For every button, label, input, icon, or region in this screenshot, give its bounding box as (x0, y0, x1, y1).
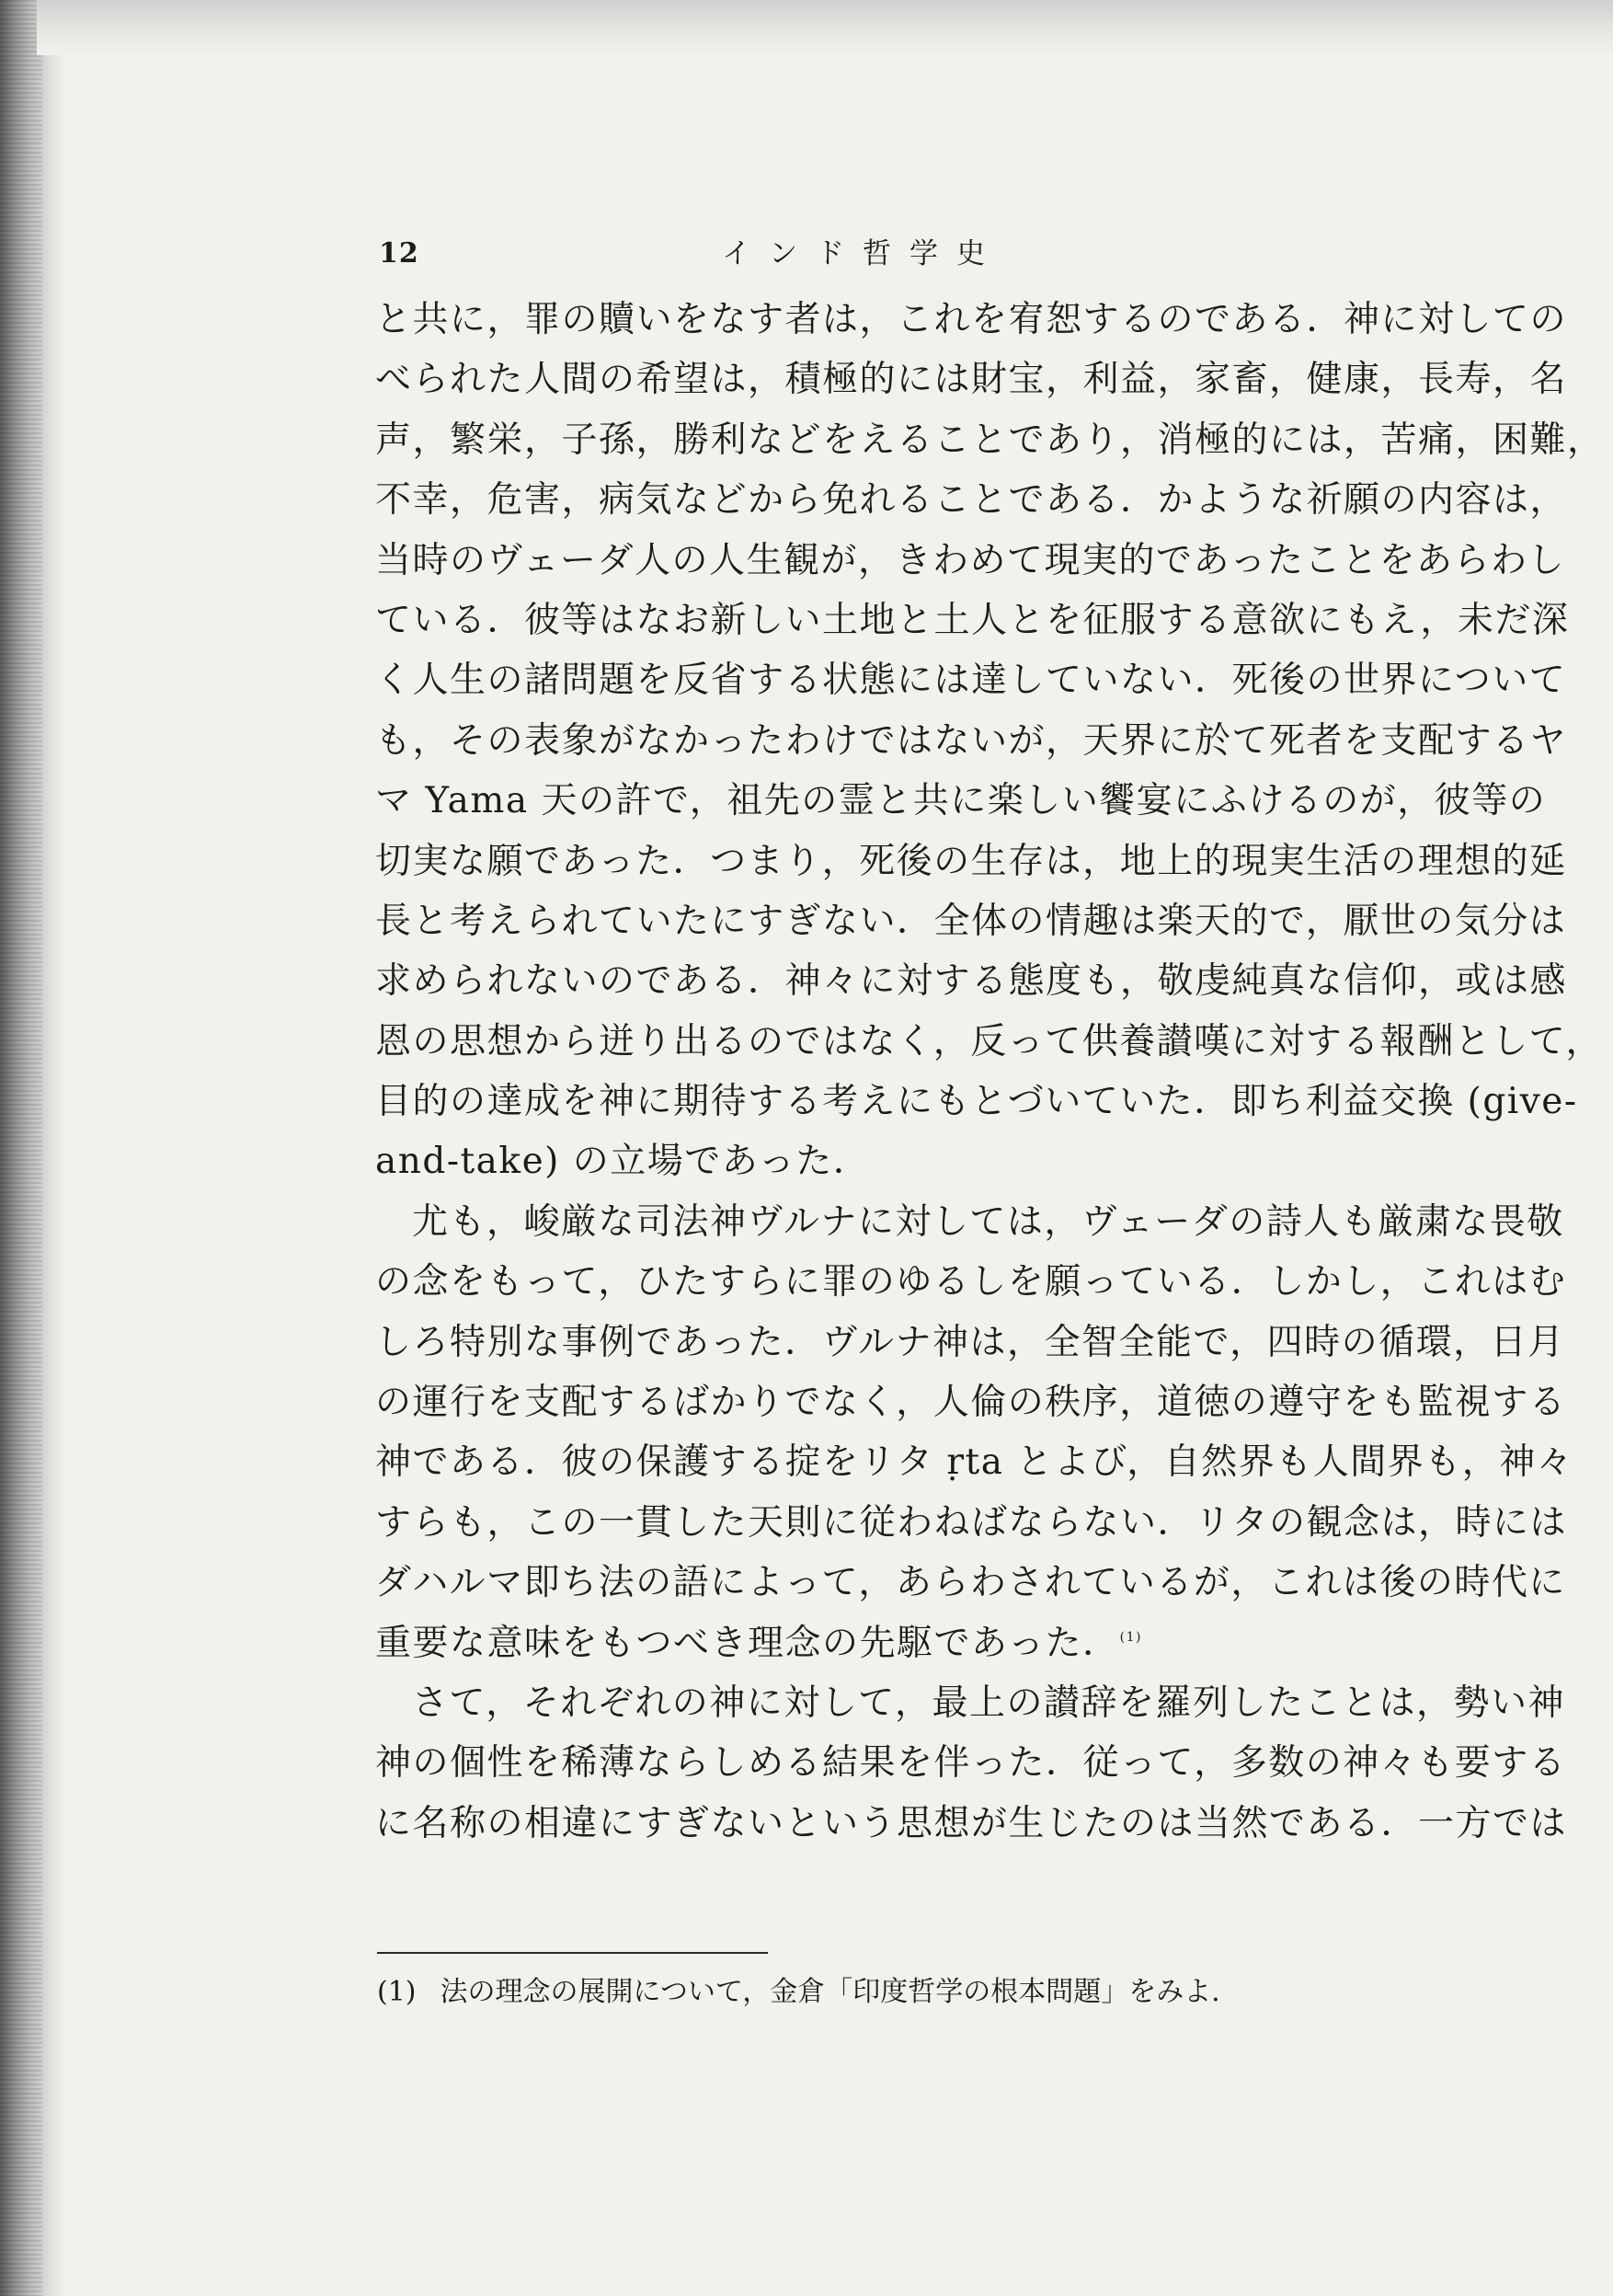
text-line: ダハルマ即ち法の語によって，あらわされているが，これは後の時代に (375, 1562, 1566, 1604)
text-line: 神である．彼の保護する掟をリタ ṛta とよび，自然界も人間界も，神々 (375, 1441, 1574, 1484)
text-line: 切実な願であった．つまり，死後の生存は，地上的現実生活の理想的延 (375, 840, 1567, 882)
text-line: ている．彼等はなお新しい土地と土人とを征服する意欲にもえ，未だ深 (375, 599, 1570, 641)
text-line: 求められないのである．神々に対する態度も，敬虔純真な信仰，或は感 (375, 960, 1568, 1003)
footnote-text: 法の理念の展開について，金倉「印度哲学の根本問題」をみよ． (440, 1976, 1240, 2008)
text-line: く人生の諸問題を反省する状態には達していない．死後の世界について (375, 660, 1567, 702)
text-line: さて，それぞれの神に対して，最上の讃辞を羅列したことは，勢い神 (412, 1682, 1565, 1724)
text-line: べられた人間の希望は，積極的には財宝，利益，家畜，健康，長寿，名 (375, 359, 1568, 401)
text-line-with-footnote (375, 1613, 1488, 1673)
running-title: インド哲学史 (722, 237, 1003, 270)
text-line: 目的の達成を神に期待する考えにもとづいていた．即ち利益交換 (give- (375, 1081, 1578, 1123)
text-line: 尤も，峻厳な司法神ヴルナに対しては，ヴェーダの詩人も厳粛な畏敬 (412, 1200, 1564, 1243)
footnote (377, 1972, 1481, 2013)
text-line: 神の個性を稀薄ならしめる結果を伴った．従って，多数の神々も要する (375, 1742, 1567, 1785)
page-top-shadow (37, 0, 1613, 55)
text-line: すらも，この一貫した天則に従わねばならない．リタの観念は，時には (375, 1501, 1568, 1544)
text-line: 当時のヴェーダ人の人生観が，きわめて現実的であったことをあらわし (375, 539, 1566, 581)
footnote-number: (1) (377, 1976, 417, 2008)
text-line: しろ特別な事例であった．ヴルナ神は，全智全能で，四時の循環，日月 (375, 1321, 1565, 1363)
text-line: 長と考えられていたにすぎない．全体の情趣は楽天的で，厭世の気分は (375, 900, 1567, 942)
text-line: の運行を支配するばかりでなく，人倫の秩序，道徳の遵守をも監視する (375, 1382, 1567, 1424)
text-line: and-take) の立場であった． (375, 1141, 871, 1183)
page-number: 12 (379, 237, 419, 270)
text-line: に名称の相違にすぎないという思想が生じたのは当然である．一方では (375, 1802, 1568, 1844)
page-binding-texture (0, 0, 42, 2296)
text-line: 不幸，危害，病気などから免れることである．かような祈願の内容は， (375, 479, 1568, 522)
text-line: マ Yama 天の許で，祖先の霊と共に楽しい饗宴にふけるのが，彼等の (375, 780, 1547, 822)
text-line: の念をもって，ひたすらに罪のゆるしを願っている．しかし，これはむ (375, 1261, 1567, 1303)
text-line: と共に，罪の贖いをなす者は，これを宥恕するのである．神に対しての (375, 299, 1568, 340)
footnote-divider (377, 1952, 768, 1954)
body-text (375, 290, 1605, 1854)
footnote-marker[interactable]: (1) (1119, 1629, 1142, 1645)
text-line-content: 重要な意味をもつべき理念の先駆であった． (375, 1622, 1120, 1664)
text-line: 恩の思想から迸り出るのではなく，反って供養讃嘆に対する報酬として， (375, 1020, 1603, 1062)
text-line: 声，繁栄，子孫，勝利などをえることであり，消極的には，苦痛，困難， (375, 419, 1605, 461)
text-line: も，その表象がなかったわけではないが，天界に於て死者を支配するヤ (375, 719, 1568, 762)
